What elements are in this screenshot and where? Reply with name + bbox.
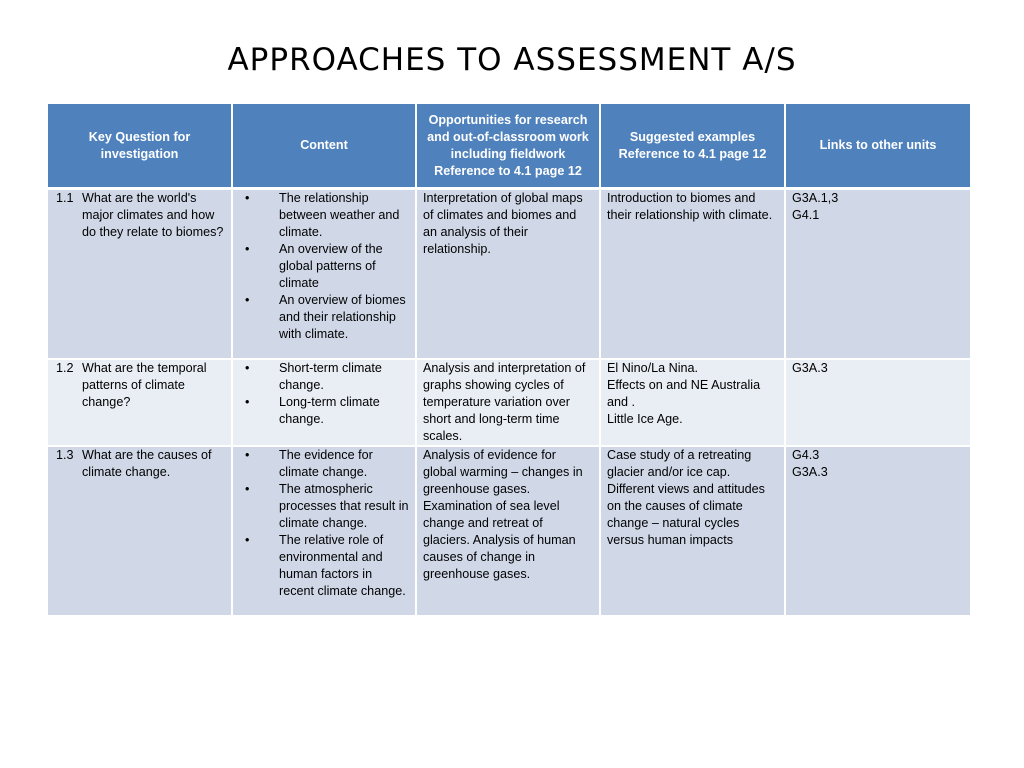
table-row [48, 446, 970, 616]
list-item: • An overview of the global patterns of climate [239, 241, 409, 292]
link-code: G3A.1,3 [792, 191, 839, 205]
list-item: • The atmospheric processes that result in climate change. [239, 481, 409, 532]
examples-cell [600, 359, 785, 446]
question-number: 1.2 [56, 360, 74, 375]
example-line: Case study of a retreating glacier and/or ice cap. Different views and attitudes on the causes of climate change – natural cycles versus human impacts [607, 447, 765, 547]
question-text: What are the world's major climates and how do they relate to biomes? [82, 191, 224, 239]
list-item: • The relative role of environmental and human factors in recent climate change. [239, 532, 409, 600]
link-code: G4.3 [792, 447, 820, 462]
header-content: Content [232, 104, 416, 189]
list-item: • Long-term climate change. [239, 394, 409, 428]
key-question-cell [48, 446, 232, 616]
content-list [239, 447, 409, 600]
content-list [239, 190, 409, 343]
assessment-table [48, 104, 970, 617]
header-links: Links to other units [785, 104, 970, 189]
list-item: • The evidence for climate change. [239, 447, 409, 481]
list-item: • An overview of biomes and their relationship with climate. [239, 292, 409, 343]
example-line: Little Ice Age. [607, 411, 683, 426]
table-row [48, 189, 970, 359]
key-question-cell [48, 359, 232, 446]
examples-cell [600, 446, 785, 616]
question-number: 1.3 [56, 447, 74, 462]
content-cell [232, 189, 416, 359]
list-item: • The relationship between weather and climate. [239, 190, 409, 241]
table-row [48, 359, 970, 446]
header-suggested-examples: Suggested examples Reference to 4.1 page 12 [600, 104, 785, 189]
link-code: G3A.3 [792, 360, 828, 375]
table-header-row [48, 104, 970, 189]
list-item: • Short-term climate change. [239, 360, 409, 394]
link-code: G4.1 [792, 208, 820, 222]
examples-cell [600, 189, 785, 359]
example-line: Introduction to biomes and their relationship with climate. [607, 191, 773, 222]
opportunities-cell: Analysis and interpretation of graphs showing cycles of temperature variation over short and long-term time scales. [416, 359, 600, 446]
links-cell [785, 446, 970, 616]
example-line: El Nino/La Nina. [607, 360, 699, 375]
content-cell [232, 359, 416, 446]
content-list [239, 360, 409, 428]
question-text: What are the temporal patterns of climate change? [82, 360, 207, 409]
links-cell [785, 189, 970, 359]
question-number: 1.1 [56, 191, 74, 205]
opportunities-cell: Interpretation of global maps of climates and biomes and an analysis of their relationship. [416, 189, 600, 359]
page-title: APPROACHES TO ASSESSMENT A/S [227, 42, 797, 78]
example-line: Effects on and NE Australia and . [607, 377, 761, 409]
link-code: G3A.3 [792, 464, 828, 479]
question-text: What are the causes of climate change. [82, 447, 212, 479]
content-cell [232, 446, 416, 616]
header-key-question: Key Question for investigation [48, 104, 232, 189]
opportunities-cell: Analysis of evidence for global warming – changes in greenhouse gases. Examination of sea level change and retreat of glaciers. Analysis of human causes of change in greenhouse gases. [416, 446, 600, 616]
links-cell [785, 359, 970, 446]
key-question-cell [48, 189, 232, 359]
header-opportunities: Opportunities for research and out-of-classroom work including fieldwork Reference to 4.1 page 12 [416, 104, 600, 189]
